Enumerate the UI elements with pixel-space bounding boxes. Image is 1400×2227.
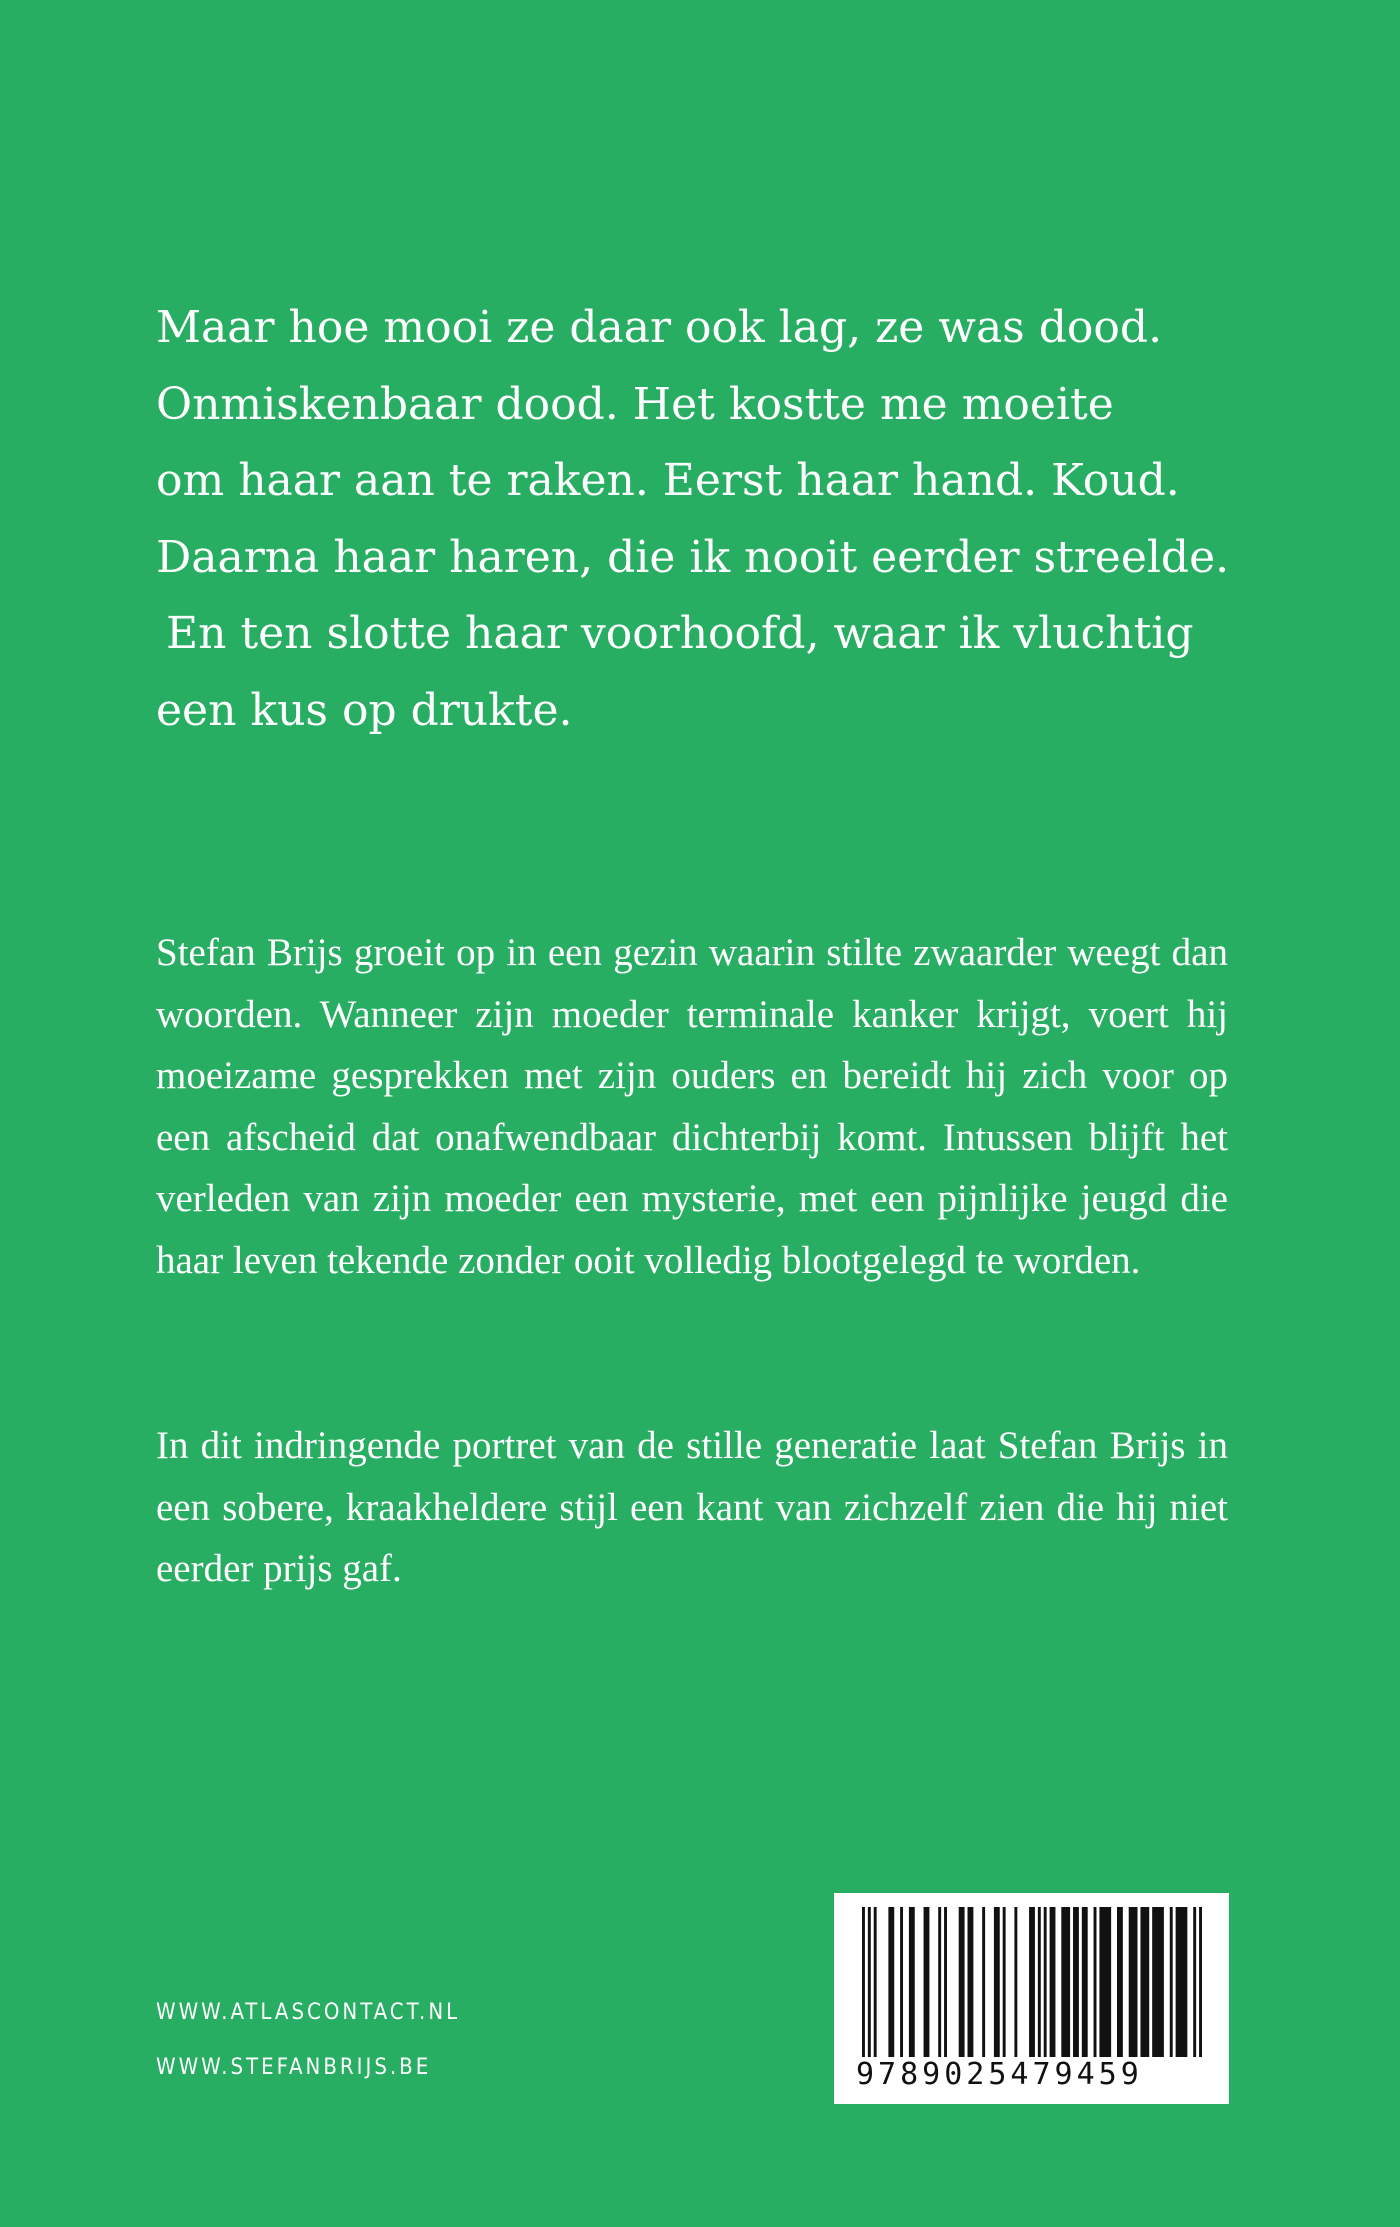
quote-line: een kus op drukte. — [156, 684, 573, 736]
barcode-bar — [868, 1907, 871, 2057]
barcode-bar — [1176, 1907, 1188, 2057]
barcode-bar — [1038, 1907, 1041, 2057]
barcode-bar — [938, 1907, 941, 2057]
barcode-bar — [994, 1907, 1000, 2057]
barcode-bar — [924, 1907, 930, 2057]
publisher-website[interactable]: WWW.ATLASCONTACT.NL — [156, 2000, 461, 2025]
barcode-bar — [1193, 1907, 1196, 2057]
barcode-bar — [1094, 1907, 1097, 2057]
barcode-bar — [1140, 1907, 1149, 2057]
barcode-bar — [900, 1907, 903, 2057]
barcode-bar — [1117, 1907, 1123, 2057]
barcode-bar — [944, 1907, 947, 2057]
barcode-bar — [1061, 1907, 1070, 2057]
quote-line: Maar hoe mooi ze daar ook lag, ze was dood. — [156, 302, 1163, 353]
quote-line: En ten slotte haar voorhoofd, waar ik vluchtig — [166, 608, 1194, 659]
barcode-bar — [1003, 1907, 1006, 2057]
barcode-bar — [888, 1907, 894, 2057]
barcode-digits: 9789025479459 — [856, 2057, 1143, 2092]
barcode-bar — [1014, 1907, 1017, 2057]
barcode-bar — [1152, 1907, 1164, 2057]
blurb-paragraph-1: Stefan Brijs groeit op in een gezin waarin stilte zwaarder weegt dan woorden. Wanneer zijn moeder terminale kanker krijgt, voert hij moeizame gesprekken met zijn ouders en bereidt hij zich voor op een afscheid dat onafwendbaar dichterbij komt. Intussen blijft het verleden van zijn moeder een mysterie, met een pijnlijke jeugd die haar leven tekende zonder ooit volledig blootgelegd te worden. — [156, 931, 1228, 1282]
quote-line: Daarna haar haren, die ik nooit eerder streelde. — [156, 531, 1230, 583]
barcode-bar — [1129, 1907, 1138, 2057]
author-website[interactable]: WWW.STEFANBRIJS.BE — [156, 2055, 432, 2080]
quote-line: Onmiskenbaar dood. Het kostte me moeite — [156, 378, 1114, 430]
barcode-bars — [862, 1907, 1202, 2057]
barcode-bar — [862, 1907, 865, 2057]
barcode-bar — [959, 1907, 965, 2057]
barcode-bar — [982, 1907, 985, 2057]
barcode-bar — [909, 1907, 915, 2057]
barcode-bar — [874, 1907, 877, 2057]
blurb-paragraph-2: In dit indringende portret van de stille generatie laat Stefan Brijs in een sobere, kraakheldere stijl een kant van zichzelf zien die hij niet eerder prijs gaf. — [156, 1424, 1228, 1590]
barcode-bar — [1099, 1907, 1111, 2057]
barcode-bar — [1082, 1907, 1088, 2057]
barcode-bar — [968, 1907, 974, 2057]
barcode-bar — [1170, 1907, 1173, 2057]
barcode-bar — [1044, 1907, 1047, 2057]
isbn-barcode — [834, 1893, 1229, 2104]
barcode-bar — [1073, 1907, 1079, 2057]
quote-line: om haar aan te raken. Eerst haar hand. Koud. — [156, 455, 1180, 506]
barcode-bar — [1199, 1907, 1202, 2057]
excerpt-quote — [156, 290, 1276, 749]
barcode-bar — [1029, 1907, 1035, 2057]
barcode-bar — [1050, 1907, 1056, 2057]
